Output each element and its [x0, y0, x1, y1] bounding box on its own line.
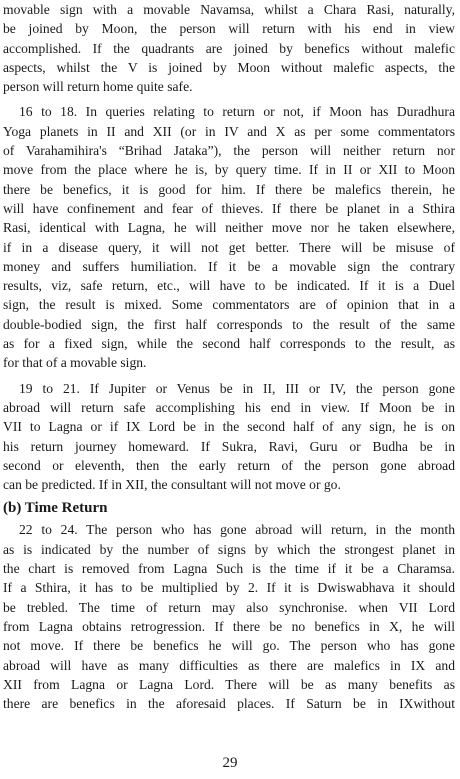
text-line: of Varahamihira's “Brihad Jataka”), the person will neither return nor: [3, 143, 455, 159]
text-line: not move. If there be benefics he will go. The person who has gone: [3, 638, 455, 654]
text-line: VII to Lagna or if IX Lord be in the second half of any sign, he is on: [3, 419, 455, 435]
text-line: abroad will have as many difficulties as there are malefics in IX and: [3, 657, 455, 673]
text-line: accomplished. If the quadrants are joined by benefics without malefic: [3, 40, 455, 56]
text-line: money and suffers humiliation. If it be a movable sign the contrary: [3, 258, 455, 274]
text-line: his return journey homeward. If Sukra, Ravi, Guru or Budha be in: [3, 438, 455, 454]
text-line: be trebled. The time of return may also synchronise. when VII Lord: [3, 599, 455, 615]
text-line: will have confinement and fear of thieves. If there be planet in a Sthira: [3, 200, 455, 216]
paragraph-16-to-18: [3, 102, 455, 372]
paragraph-continuation: [3, 0, 455, 96]
text-line: XII from Lagna or Lagna Lord. There will be as many benefits as: [3, 676, 455, 692]
text-line: 22 to 24. The person who has gone abroad will return, in the month: [19, 522, 455, 538]
text-line: movable sign with a movable Navamsa, whilst a Chara Rasi, naturally,: [3, 2, 455, 17]
text-line: from Lagna obtains retrogression. If there be no benefics in X, he will: [3, 618, 455, 634]
text-line: there be benefics, it is good for him. If there be malefics therein, he: [3, 181, 455, 197]
text-line: for that of a movable sign.: [3, 355, 147, 371]
text-line: abroad will return safe accomplishing his end in view. If Moon be in: [3, 399, 455, 415]
text-line: if in a disease query, it will not get better. There will be misuse of: [3, 239, 455, 255]
text-line: aspects, whilst the V is joined by Moon without malefic aspects, the: [3, 59, 455, 75]
text-line: Yoga planets in II and XII (or in IV and X as per some commentators: [3, 123, 455, 139]
text-line: sign, the result is mixed. Some commentators are of opinion that in a: [3, 297, 455, 313]
paragraph-19-to-21: [3, 379, 455, 495]
text-line: be joined by Moon, the person will return with his end in view: [3, 21, 455, 37]
page-number: 29: [222, 755, 238, 771]
text-line: double-bodied sign, the first half corresponds to the result of the same: [3, 316, 455, 332]
text-line: can be predicted. If in XII, the consultant will not move or go.: [3, 477, 341, 493]
text-line: results, viz, safe return, etc., will have to be indicated. If it is a Duel: [3, 278, 455, 294]
text-line: 16 to 18. In queries relating to return or not, if Moon has Duradhura: [19, 104, 455, 120]
book-page: [3, 0, 455, 713]
text-line: as is indicated by the number of signs by which the strongest planet in: [3, 541, 455, 557]
text-line: the chart is removed from Lagna Such is the time if it be a Charamsa.: [3, 561, 455, 577]
text-line: move from the place where he is, by query time. If in II or XII to Moon: [3, 162, 455, 178]
text-line: as for a fixed sign, while the second half corresponds to the result, as: [3, 336, 455, 352]
text-line: 19 to 21. If Jupiter or Venus be in II, III or IV, the person gone: [19, 380, 455, 396]
text-line: If a Sthira, it has to be multiplied by 2. If it is Dwiswabhava it should: [3, 580, 455, 596]
paragraph-22-to-24: [3, 520, 455, 713]
section-heading: (b) Time Return: [3, 500, 108, 517]
text-line: second or eleventh, then the early return of the person gone abroad: [3, 457, 455, 473]
text-line: there are benefics in the aforesaid places. If Saturn be in IXwithout: [3, 696, 455, 712]
text-line: Rasi, identical with Lagna, he will neither move nor he taken elsewhere,: [3, 220, 455, 236]
text-line: person will return home quite safe.: [3, 79, 193, 95]
